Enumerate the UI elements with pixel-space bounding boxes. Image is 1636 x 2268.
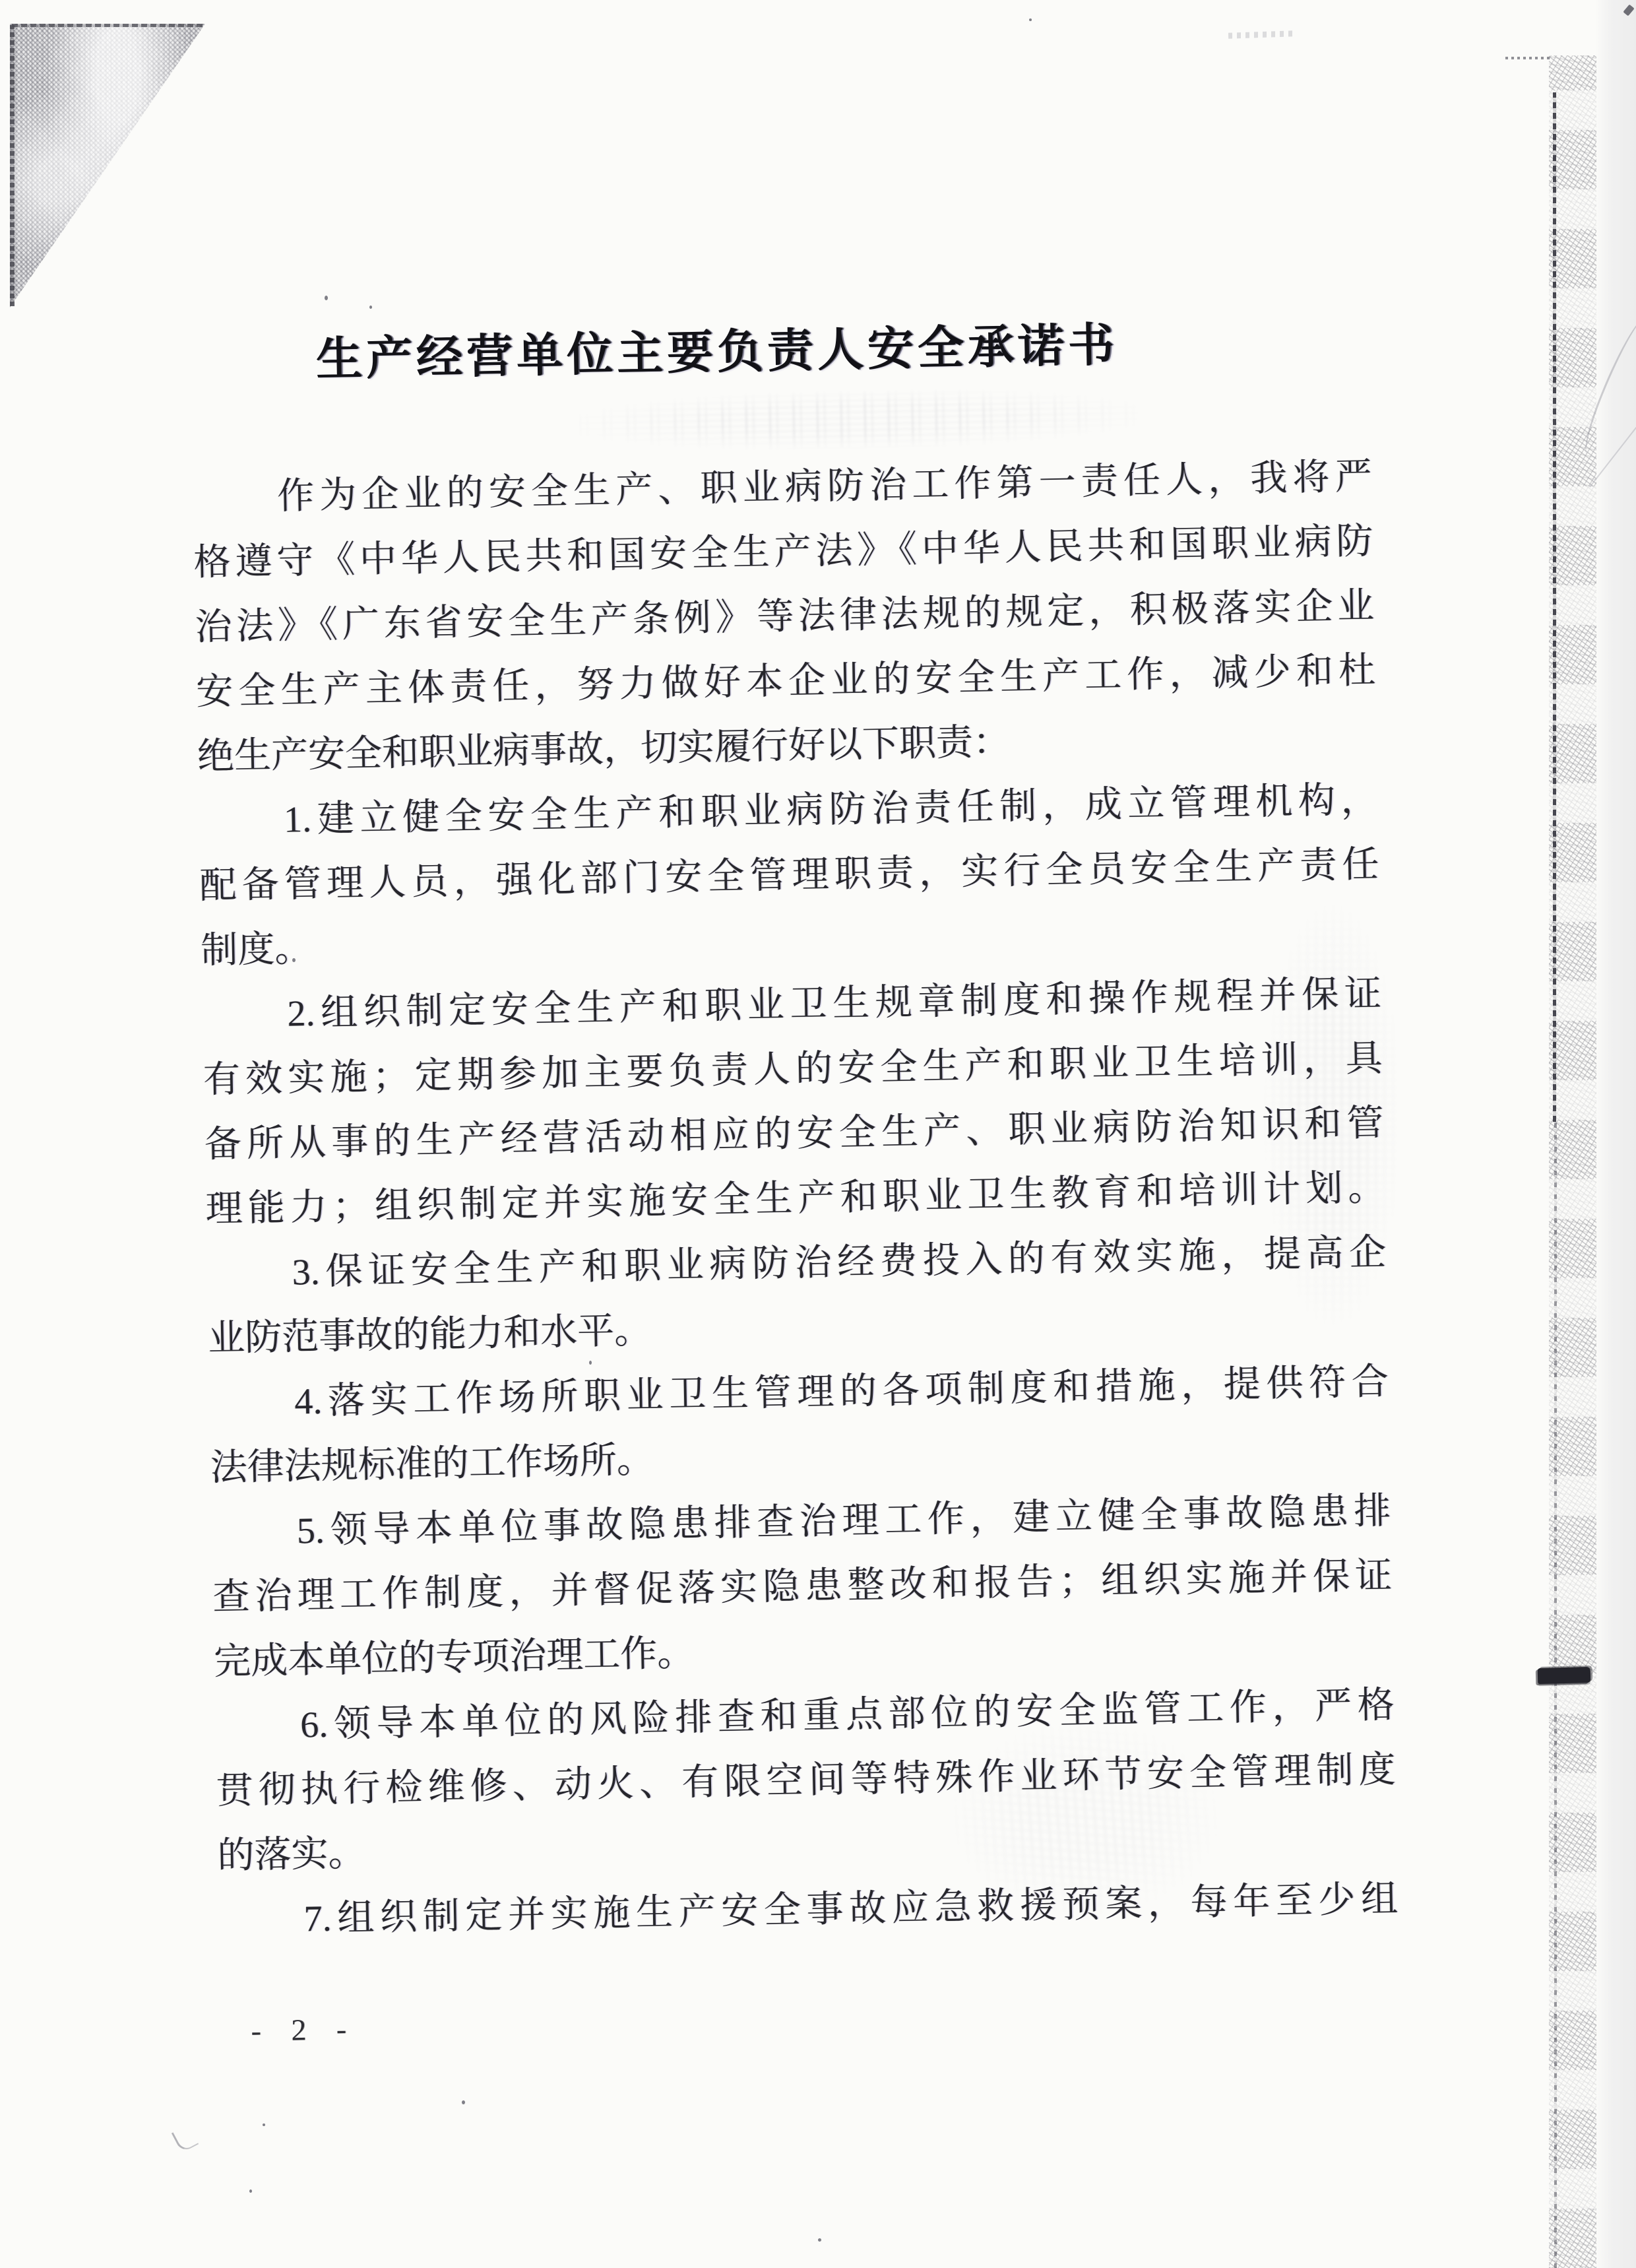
text-line: 安全生产主体责任，努力做好本企业的安全生产工作，减少和杜: [195, 650, 1376, 713]
text-line: 业防范事故的能力和水平。: [207, 1310, 652, 1359]
text-line: 2.组织制定安全生产和职业卫生规章制度和操作规程并保证: [201, 973, 1382, 1037]
text-line: 作为企业的安全生产、职业病防治工作第一责任人，我将严: [192, 456, 1373, 519]
page-number: - 2 -: [251, 2012, 356, 2048]
text-line: 有效实施；定期参加主要负责人的安全生产和职业卫生培训，具: [203, 1038, 1383, 1101]
text-line: 理能力；组织制定并实施安全生产和职业卫生教育和培训计划。: [205, 1167, 1385, 1230]
text-line: 1.建立健全安全生产和职业病防治责任制，成立管理机构，: [198, 779, 1379, 843]
text-line: 配备管理人员，强化部门安全管理职责，实行全员安全生产责任: [199, 844, 1379, 907]
text-line: 法律法规标准的工作场所。: [210, 1439, 654, 1489]
text-line: 4.落实工作场所职业卫生管理的各项制度和措施，提供符合: [208, 1361, 1389, 1424]
text-line: 备所从事的生产经营活动相应的安全生产、职业病防治知识和管: [204, 1103, 1385, 1165]
text-line: 制度。: [200, 928, 313, 972]
text-line: 6.领导本单位的风险排查和重点部位的安全监管工作，严格: [214, 1685, 1395, 1747]
text-line: 完成本单位的专项治理工作。: [213, 1633, 695, 1683]
text-line: 格遵守《中华人民共和国安全生产法》《中华人民共和国职业病防: [193, 521, 1373, 584]
text-line: 治法》《广东省安全生产条例》等法律法规的规定，积极落实企业: [194, 585, 1375, 649]
document-title: 生产经营单位主要负责人安全承诺书: [315, 320, 1119, 386]
text-line: 查治理工作制度，并督促落实隐患整改和报告；组织实施并保证: [212, 1555, 1393, 1618]
text-line: 贯彻执行检维修、动火、有限空间等特殊作业环节安全管理制度: [216, 1749, 1397, 1812]
text-line: 5.领导本单位事故隐患排查治理工作，建立健全事故隐患排: [211, 1491, 1391, 1553]
text-line: 绝生产安全和职业病事故，切实履行好以下职责：: [197, 721, 1011, 778]
text-line: 7.组织制定并实施生产安全事故应急救援预案，每年至少组: [218, 1879, 1399, 1941]
document-body: [192, 444, 1399, 1953]
text-line: 3.保证安全生产和职业病防治经费投入的有效实施，提高企: [206, 1232, 1387, 1295]
text-line: 的落实。: [217, 1832, 366, 1877]
bleed-through-smudge-under-title: [579, 385, 1140, 454]
